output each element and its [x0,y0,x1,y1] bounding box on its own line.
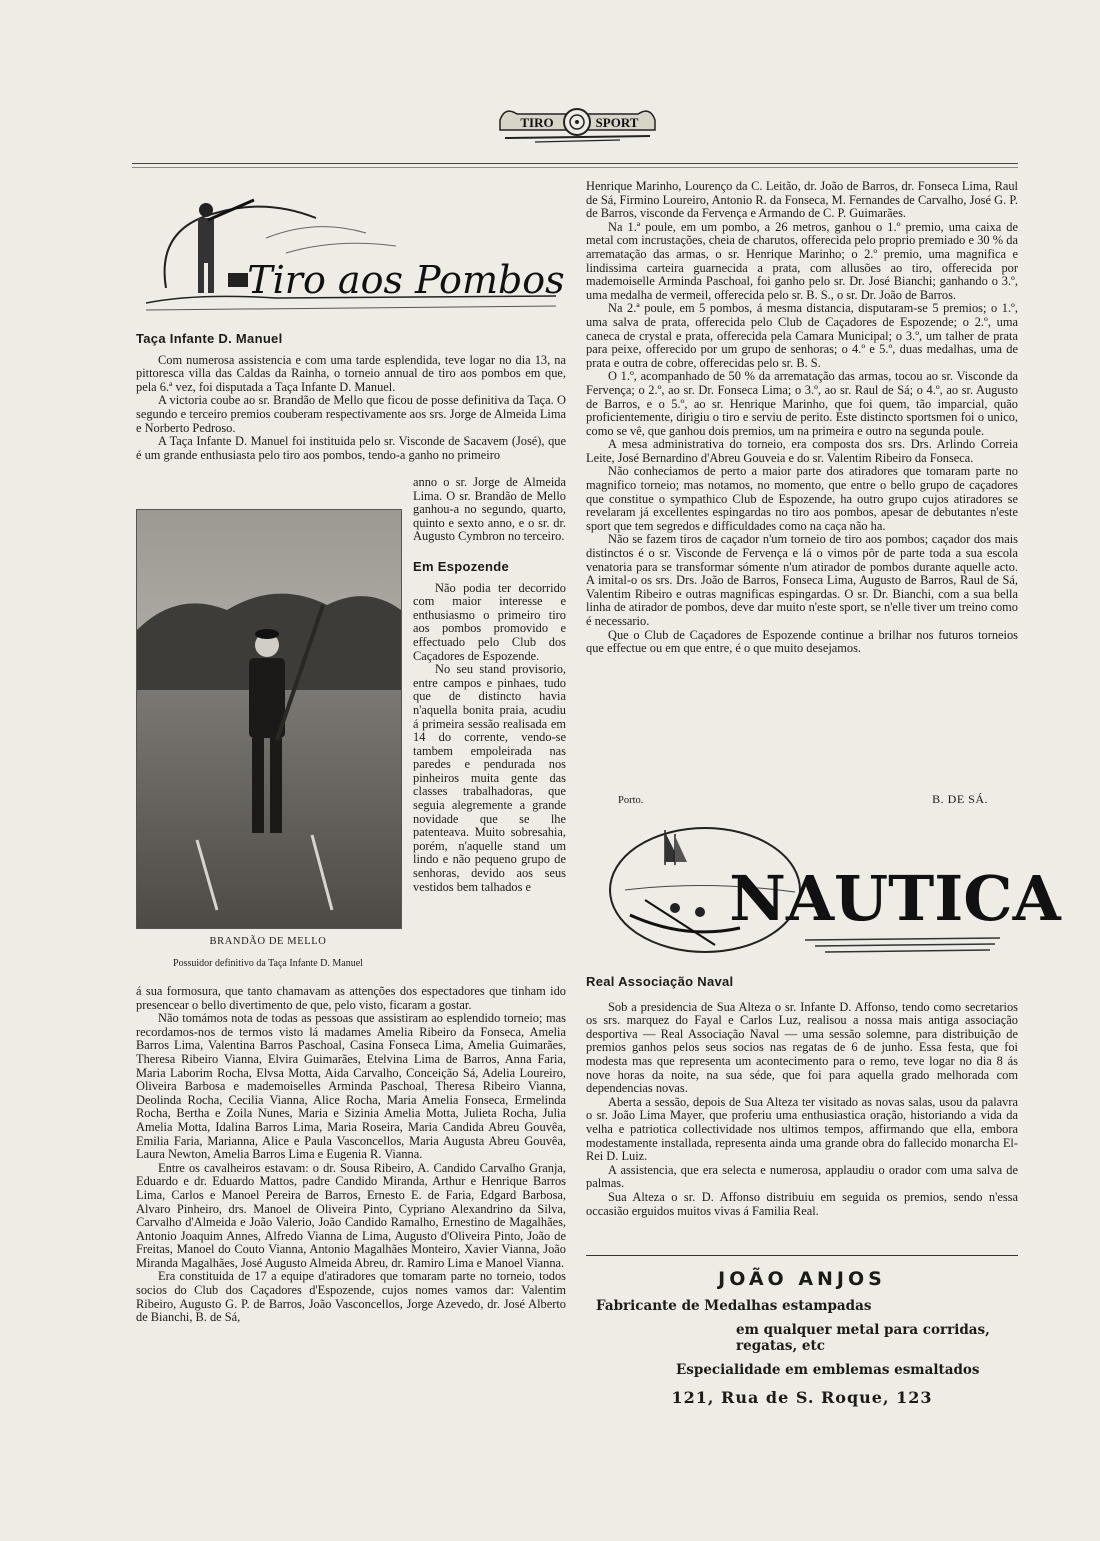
paragraph: Na 2.ª poule, em 5 pombos, á mesma distancia, disputaram-se 5 premios; o 1.º, uma salva de prata, offerecida pelo Club de Caçadores de Espozende; o 2.º, uma caneca de crystal e prata, offerecida pela Camara Municipal; o 3.º, um talher de prata para peixe, offerecido por um grupo de senhoras; o 4.º e 5.º, duas medalhas, uma de prata e outra de cobre, offerecidas pelo sr. B. S. [586,301,1018,370]
paragraph: No seu stand provisorio, entre campos e pinhaes, tudo que de distincto havia n'aquella bonita praia, acudiu á primeira sessão realisada em 14 do corrente, vendo-se tambem empoleirada nas paredes e pendurada nos pinheiros muita gente das classes trabalhadoras, que seguia alegremente a grande novidade que se lhe patenteava. Muito sobresahia, porém, n'aquelle stand um lindo e não pequeno grupo de senhoras, devido aos seus vestidos bem talhados e [413,662,566,894]
photo-caption-subtitle: Possuidor definitivo da Taça Infante D. Manuel [173,958,363,969]
signoff-place: Porto. [618,795,644,806]
paragraph: Henrique Marinho, Lourenço da C. Leitão, dr. João de Barros, dr. Fonseca Lima, Raul de Sá, Firmino Loureiro, Antonio R. da Fonseca, M. Fernandes de Carvalho, José G. P. de Barros, visconde da Fervença e Armando de C. P. Guimarães. [586,179,1018,221]
header-art-title: Tiro aos Pombos [247,258,565,302]
paragraph: Não se fazem tiros de caçador n'um torneio de tiro aos pombos; caçador dos mais distinctos é o sr. Visconde de Fervença e lá o vimos pôr de parte toda a sua escola venatoria para se transformar sómente n'um atirador de pombos durante aquelle acto. A imital-o os srs. Drs. João de Barros, Fonseca Lima, Augusto de Barros, Raul de Sá, Valentim Ribeiro e outras magnificas espingardas. O sr. Dr. Bianchi, com a sua bella linha de atirador de pombos, deve dar muito n'este sport, se n'elle tiver um treino como é necessario. [586,532,1018,628]
advert-rule [586,1255,1018,1256]
paragraph: A Taça Infante D. Manuel foi instituida pelo sr. Visconde de Sacavem (José), que é um grande enthusiasta pelo tiro aos pombos, tendo-a ganho no primeiro [136,434,566,462]
advert-line-2: em qualquer metal para corridas, regatas, etc [736,1322,990,1354]
article-signoff [586,792,1018,807]
paragraph: Não conheciamos de perto a maior parte dos atiradores que tomaram parte no magnifico torneio; mas notamos, no momento, que entre o bello grupo de caçadores que constitue o sympathico Club de Espozende, ha outro grupo cujos atiradores se revelaram já excellentes espingardas no tiro aos pombos, apesar de debutantes n'este sport que tem segredos e difficuldades como na caça não ha. [586,464,1018,533]
article-title: Real Associação Naval [586,974,734,989]
paragraph: A assistencia, que era selecta e numerosa, applaudiu o orador com uma salva de palmas. [586,1162,1018,1191]
advert-line-1: Fabricante de Medalhas estampadas [596,1298,872,1314]
article-title: Em Espozende [413,558,510,574]
paragraph: Sua Alteza o sr. D. Affonso distribuiu em seguida os premios, sendo n'essa occasião erguidos muitos vivas á Familia Real. [586,1189,1018,1218]
top-rule-thin [132,167,1018,168]
photo-illustration [137,510,401,928]
paragraph: Não podia ter decorrido com maior interesse e enthusiasmo o primeiro tiro aos pombos promovido e effectuado pelo Club dos Caçadores de Espozende. [413,580,566,663]
paragraph: Na 1.ª poule, em um pombo, a 26 metros, ganhou o 1.º premio, uma caixa de metal com incrustações, cheia de charutos, offerecida pelo proprio premiado e 30 % da arrematação das armas, o sr. Henrique Marinho; o 2.º premio, uma magnifica e lindissima carteira guarnecida a prata, com allusões ao tiro, offerecida por mademoiselle Arminda Paschoal, foi ganho pelo sr. Dr. José Bianchi; ganhando o 3.º, uma medalha de vermeil, offerecida pelo sr. B. S., o sr. Dr. João de Barros. [586,219,1018,302]
article-title: Taça Infante D. Manuel [136,331,283,346]
paragraph: Era constituida de 17 a equipe d'atiradores que tomaram parte no torneio, todos socios do Club dos Caçadores d'Espozende, cujos nomes vamos dar: Valentim Ribeiro, Augusto G. P. de Barros, João Vasconcellos, Jorge Azevedo, dr. José Alberto de Bianchi, B. de Sá, [136,1269,566,1325]
paragraph: á sua formosura, que tanto chamavam as attenções dos espectadores que tinham ido presencear o bello divertimento de que, pelo visto, ficaram a gostar. [136,984,566,1012]
paragraph: Com numerosa assistencia e com uma tarde esplendida, teve logar no dia 13, na pittoresca villa das Caldas da Rainha, o torneio annual de tiro aos pombos em que, pela 6.ª vez, foi disputada a Taça Infante D. Manuel. [136,352,566,394]
article-espozende-continued [136,985,566,1325]
paragraph: Que o Club de Caçadores de Espozende continue a brilhar nos futuros torneios que effectue ou em que entre, é o que muito desejamos. [586,627,1018,656]
paragraph: O 1.º, acompanhado de 50 % da arrematação das armas, tocou ao sr. Visconde da Fervença; o 2.º, ao sr. Dr. Fonseca Lima; o 3.º, ao sr. Raul de Sá; o 4.º, ao sr. Augusto de Barros, e o 5.º, ao sr. Henrique Marinho, que foi quem, tão imparcial, quão proficientemente, dirigiu o tiro e serviu de perito. Este distincto sportsmen foi o unico, como se vê, que ganhou dois premios, um na primeira e outro na segunda poule. [586,369,1018,438]
photo-brandao-de-mello [136,509,402,929]
article-espozende-right [586,180,1018,656]
advert-joao-anjos [586,1268,1018,1407]
paragraph: Não tomámos nota de todas as pessoas que assistiram ao esplendido torneio; mas recordamos-nos de termos visto lá madames Amelia Ribeiro da Fonseca, Amelia Barros Lima, Valentina Barros Paschoal, Casina Fonseca Lima, Amelia Guimarães, Theresa Ribeiro Vianna, Elvira Guimarães, Etelvina Lima de Barros, Anna Faria, Maria Laborim Rocha, Elvsa Motta, Aida Carvalho, Conceição Sá, Adelia Loureiro, Oliveira Barbosa e mademoiselles Arminda Paschoal, Theresa Ribeiro Vianna, Deolinda Rocha, Cecilia Vianna, Alice Rocha, Maria Amelia Fonseca, Ermelinda Rocha, Bertha e Zoila Nunes, Maria e Sizinia Amelia Motta, Julieta Rocha, Julia Amelia Motta, Idalina Barros Lima, Maria Roseira, Maria Candida Abreu Gouvêa, Emilia Faria, Marianna, Alice e Paula Vasconcellos, Maria Augusta Abreu Gouvêa, Laura Newton, Amelia Barros Lima e Eugenia R. Vianna. [136,1011,566,1162]
signoff-author: B. DE SÁ. [932,792,988,806]
article-taca-infante [136,332,566,462]
advert-address: 121, Rua de S. Roque, 123 [671,1388,933,1407]
nautica-title: NAUTICA [729,862,1061,935]
photo-caption-name: BRANDÃO DE MELLO [209,936,327,947]
masthead-title-right: SPORT [595,115,639,130]
masthead-title-left: TIRO [520,115,554,130]
sailboat-icon [665,830,687,865]
paragraph: Aberta a sessão, depois de Sua Alteza ter visitado as novas salas, usou da palavra o sr. João Lima Mayer, que proferiu uma enthusiastica oração, historiando a vida da velha e patriotica collectividade nos ultimos tempos, affirmando que ella, embora modestamente installada, representa ainda uma grande obra do fallecido monarcha El-Rei D. Luiz. [586,1094,1018,1164]
article-real-associacao-naval [586,975,1018,1218]
paragraph: Entre os cavalheiros estavam: o dr. Sousa Ribeiro, A. Candido Carvalho Granja, Eduardo e dr. Eduardo Mattos, padre Candido Miranda, Arthur e Henrique Barros Lima, Carlos e Manoel Pereira de Barros, Ernesto E. de Faria, Edgard Barbosa, Alvaro Pinheiro, drs. Manoel de Oliveira Pinto, Cypriano Alexandrino da Silva, Carvalho d'Almeida e João Valerio, João Candido Ramalho, Ernestino de Magalhães, Antonio Joaquim Annes, Alfredo Vianna de Lima, Augusto d'Oliveira Pinto, João de Freitas, Manoel do Couto Vianna, Antonio Magalhães Monteiro, Xavier Vianna, João Miranda Magalhães, José Augusto Almeida Abreu, dr. Ramiro Lima e Manoel Vianna. [136,1160,566,1270]
nautica-header-art [605,820,1061,960]
top-rule [132,163,1018,164]
advert-name: JOÃO ANJOS [718,1268,886,1290]
tiro-aos-pombos-header-art [136,178,566,323]
paragraph: A mesa administrativa do torneio, era composta dos srs. Drs. Arlindo Correia Leite, José Bernardino d'Abreu Gouveia e do sr. Valentim Ribeiro da Fonseca. [586,437,1018,465]
advert-line-3: Especialidade em emblemas esmaltados [676,1362,980,1378]
narrow-column [413,476,566,894]
masthead-emblem [495,100,660,146]
paragraph: Sob a presidencia de Sua Alteza o sr. Infante D. Affonso, tendo como secretarios os srs. marquez do Fayal e Carlos Luz, realisou a nossa mais antiga associação desportiva — Real Associação Naval — uma sessão solemne, para distribuição de premios ganhos pelos seus socios nas regatas de 6 de junho. Essa festa, que foi modesta mas que representa um acontecimento para o remo, teve logar no dia 8 ás nove horas da noite, na sua séde, que foi para aquella grado melhorada com dependencias novas. [586,999,1018,1096]
paragraph: A victoria coube ao sr. Brandão de Mello que ficou de posse definitiva da Taça. O segundo e terceiro premios couberam respectivamente aos srs. Jorge de Almeida Lima e Norberto Pedroso. [136,393,566,435]
paragraph: anno o sr. Jorge de Almeida Lima. O sr. Brandão de Mello ganhou-a no segundo, quarto, quinto e sexto anno, e o sr. dr. Augusto Cymbron no terceiro. [413,475,566,544]
